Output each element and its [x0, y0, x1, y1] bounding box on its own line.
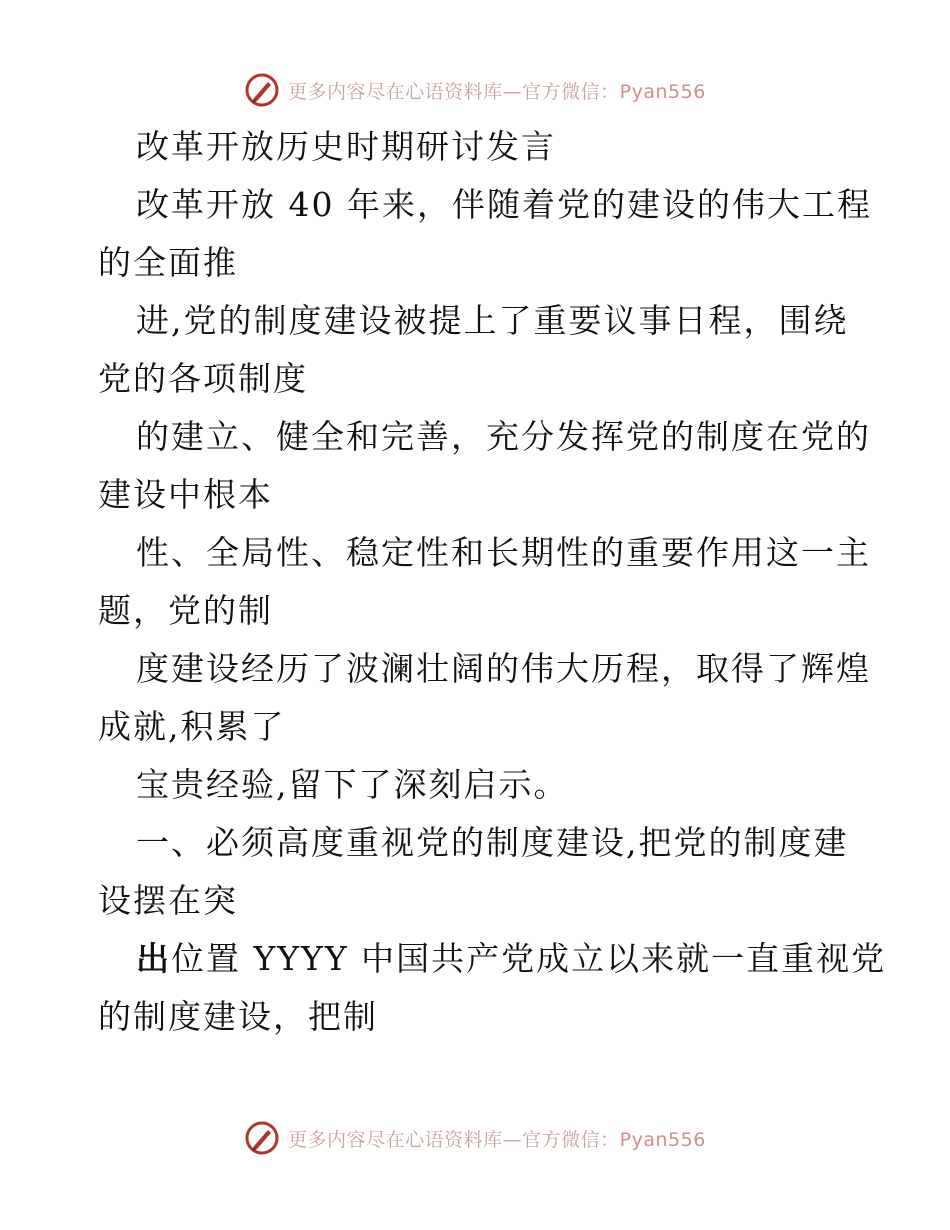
- paragraph-line: 的全面推: [98, 243, 238, 282]
- rounded-pen-logo-icon: [244, 72, 280, 108]
- wechat-id: Pyan556: [619, 80, 706, 103]
- paragraph-line: 性、全局性、稳定性和长期性的重要作用这一主: [136, 533, 871, 572]
- rounded-pen-logo-icon: [244, 1120, 280, 1156]
- paragraph-line: 改革开放 40 年来，伴随着党的建设的伟大工程: [136, 185, 872, 224]
- watermark-banner-top: [0, 70, 950, 110]
- document-body: [98, 118, 887, 1046]
- paragraph-line: 宝贵经验,留下了深刻启示。: [136, 765, 569, 804]
- paragraph-line: 的建立、健全和完善，充分发挥党的制度在党的: [136, 417, 871, 456]
- document-title: 改革开放历史时期研讨发言: [136, 127, 556, 166]
- paragraph-line-text: 位置 YYYY 中国共产党成立以来就一直重视党: [171, 939, 887, 978]
- section-heading-line: 设摆在突: [98, 881, 238, 920]
- paragraph-line: 度建设经历了波澜壮阔的伟大历程，取得了辉煌: [136, 649, 871, 688]
- wechat-id: Pyan556: [619, 1128, 706, 1151]
- watermark-text: 更多内容尽在心语资料库—官方微信：Pyan556: [288, 1128, 706, 1151]
- paragraph-line: 题，党的制: [98, 591, 273, 630]
- paragraph-line: 的制度建设，把制: [98, 997, 378, 1036]
- section-heading-line: 一、必须高度重视党的制度建设,把党的制度建: [136, 823, 849, 862]
- watermark-banner-bottom: [0, 1118, 950, 1158]
- paragraph-line: [98, 930, 887, 988]
- paragraph-line: 建设中根本: [98, 475, 273, 514]
- watermark-text: 更多内容尽在心语资料库—官方微信：Pyan556: [288, 80, 706, 103]
- paragraph-line: 进,党的制度建设被提上了重要议事日程，围绕: [136, 301, 849, 340]
- paragraph-line: 成就,积累了: [98, 707, 286, 746]
- paragraph-line: 党的各项制度: [98, 359, 308, 398]
- bold-lead-character: 出: [136, 939, 171, 978]
